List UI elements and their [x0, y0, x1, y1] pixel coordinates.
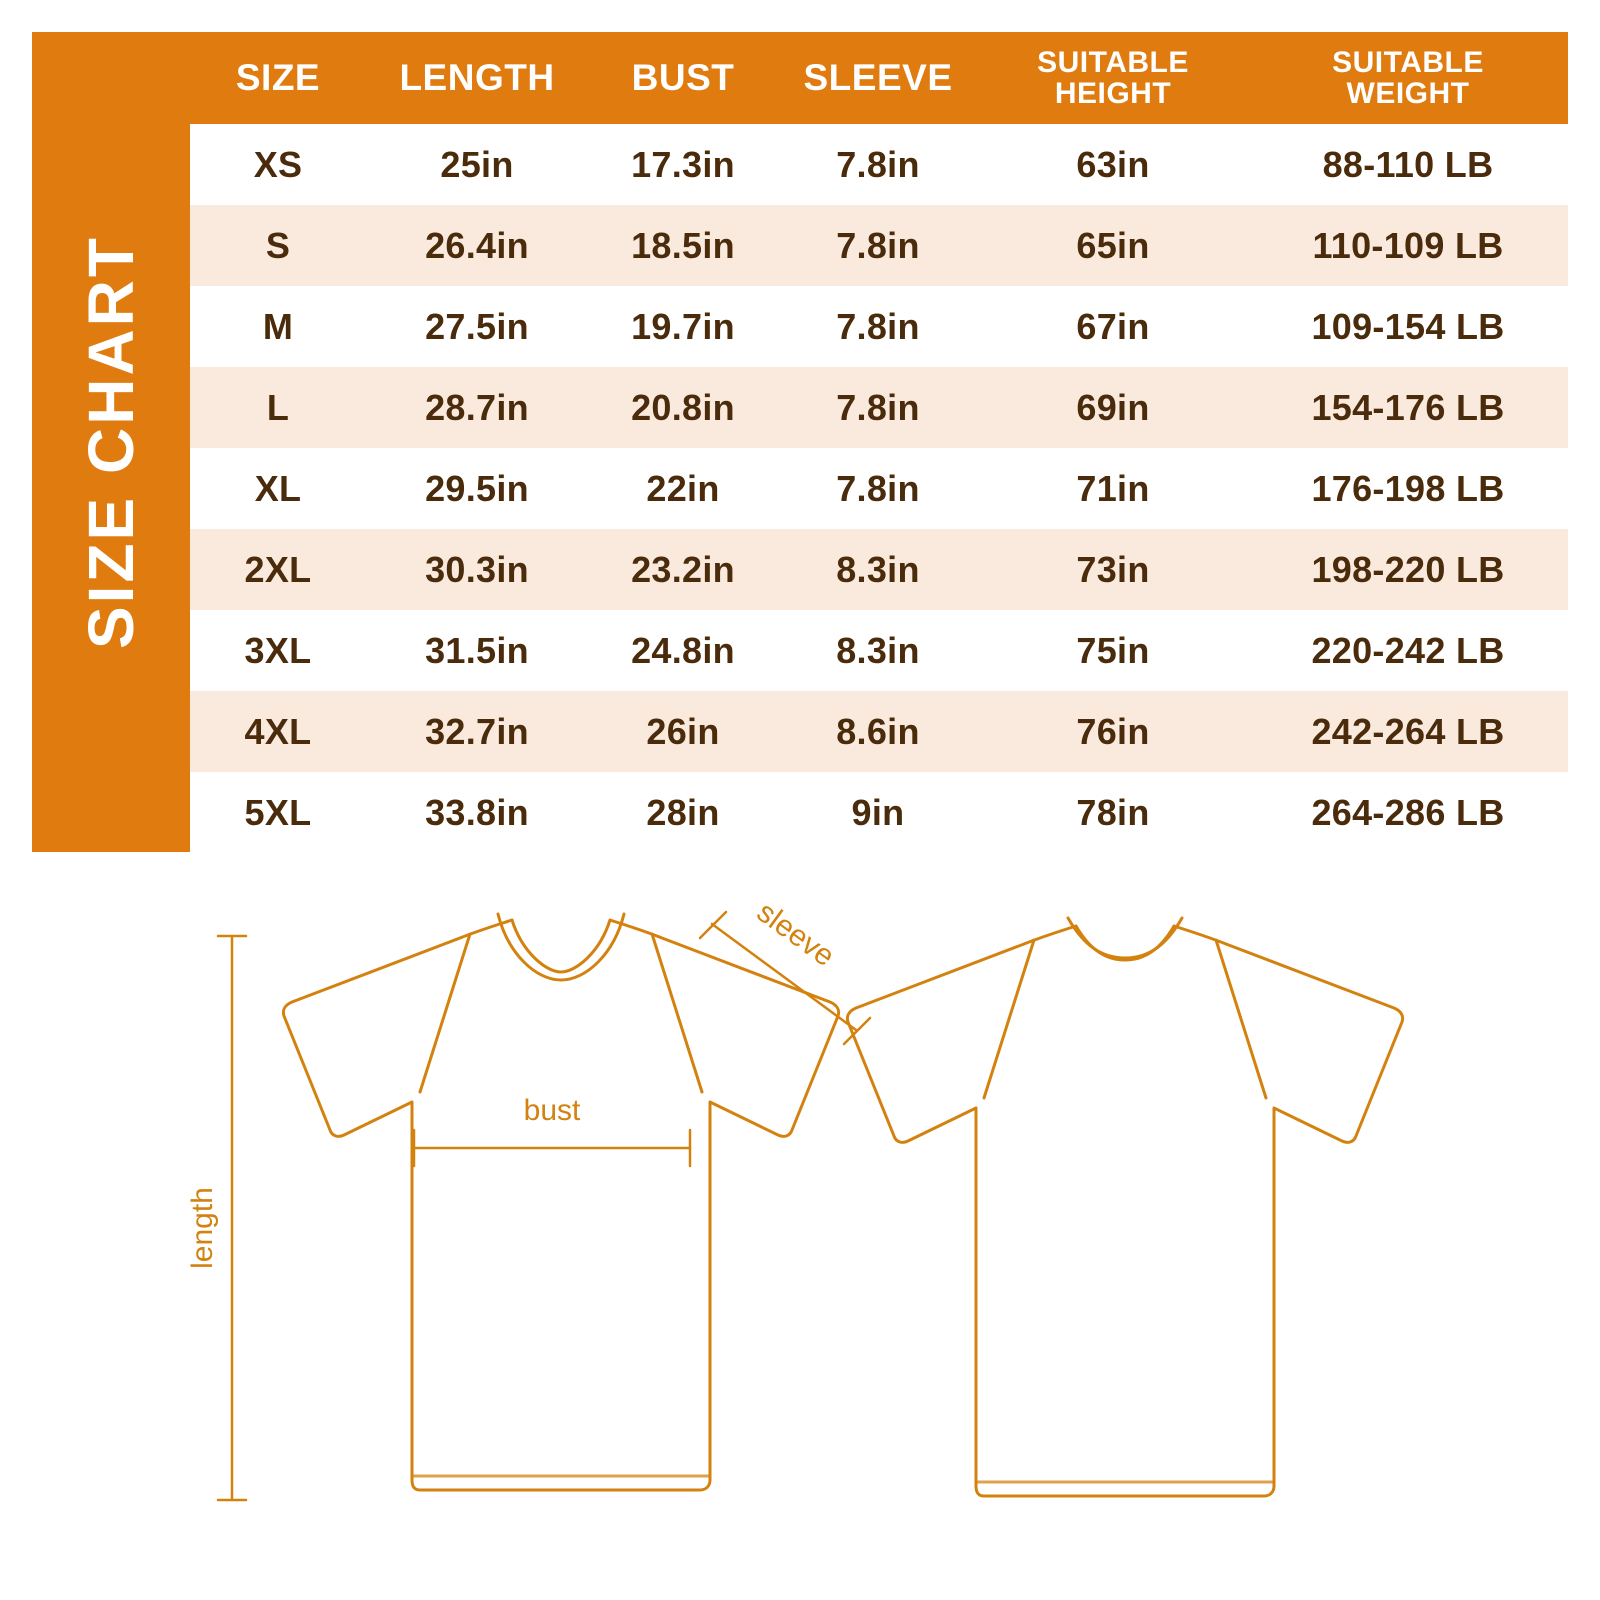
table-row — [190, 286, 1568, 367]
page-title: SIZE CHART — [75, 235, 147, 649]
cell-length: 30.3in — [425, 548, 529, 590]
cell-size: 3XL — [244, 629, 312, 671]
size-table-head — [190, 32, 1568, 124]
cell-suitable-weight: 220-242 LB — [1311, 629, 1505, 671]
cell-bust: 28in — [646, 791, 720, 833]
bust-label: bust — [523, 1094, 581, 1127]
cell-sleeve: 7.8in — [836, 224, 920, 266]
cell-suitable-weight: 198-220 LB — [1311, 548, 1505, 590]
cell-suitable-height: 63in — [1076, 143, 1150, 185]
bust-dimension — [414, 1130, 690, 1166]
cell-sleeve: 7.8in — [836, 305, 920, 347]
column-header-sleeve: SLEEVE — [803, 56, 953, 98]
cell-size: L — [266, 386, 290, 428]
cell-length: 27.5in — [425, 305, 529, 347]
column-header-suitable-height — [978, 32, 1248, 124]
column-header-suitable-weight-line2: WEIGHT — [1346, 77, 1470, 110]
sleeve-label: sleeve — [750, 895, 841, 974]
cell-suitable-weight: 109-154 LB — [1311, 305, 1505, 347]
size-table — [190, 32, 1568, 853]
table-row — [190, 124, 1568, 205]
cell-bust: 19.7in — [631, 305, 735, 347]
cell-size: S — [265, 224, 291, 266]
cell-size: XL — [254, 467, 302, 509]
tshirt-diagram — [0, 880, 1600, 1580]
cell-length: 29.5in — [425, 467, 529, 509]
cell-size: 5XL — [244, 791, 312, 833]
cell-bust: 17.3in — [631, 143, 735, 185]
cell-suitable-weight: 154-176 LB — [1311, 386, 1505, 428]
column-header-suitable-height-line1: SUITABLE — [1037, 45, 1189, 79]
cell-length: 26.4in — [425, 224, 529, 266]
column-header-suitable-weight — [1248, 32, 1568, 124]
cell-sleeve: 7.8in — [836, 467, 920, 509]
table-row — [190, 448, 1568, 529]
cell-bust: 26in — [646, 710, 720, 752]
cell-suitable-height: 65in — [1076, 224, 1150, 266]
tshirt-diagram-svg — [0, 880, 1600, 1580]
cell-suitable-height: 69in — [1076, 386, 1150, 428]
cell-bust: 24.8in — [631, 629, 735, 671]
size-table-body — [190, 124, 1568, 853]
cell-bust: 23.2in — [631, 548, 735, 590]
cell-suitable-weight: 264-286 LB — [1311, 791, 1505, 833]
cell-suitable-height: 67in — [1076, 305, 1150, 347]
cell-length: 33.8in — [425, 791, 529, 833]
cell-size: XS — [253, 143, 303, 185]
column-header-size: SIZE — [235, 56, 321, 98]
length-dimension — [218, 936, 246, 1500]
cell-sleeve: 8.3in — [836, 548, 920, 590]
cell-length: 28.7in — [425, 386, 529, 428]
column-header-suitable-weight-line1: SUITABLE — [1332, 45, 1484, 79]
table-row — [190, 367, 1568, 448]
tshirt-front-outline — [283, 914, 838, 1490]
cell-size: 4XL — [244, 710, 312, 752]
cell-length: 32.7in — [425, 710, 529, 752]
cell-size: M — [262, 305, 294, 347]
table-row — [190, 205, 1568, 286]
cell-suitable-height: 73in — [1076, 548, 1150, 590]
size-chart-block — [32, 32, 1568, 852]
cell-suitable-height: 71in — [1076, 467, 1150, 509]
size-table-header-row — [190, 32, 1568, 124]
size-chart-side-band — [32, 32, 190, 852]
cell-suitable-weight: 176-198 LB — [1311, 467, 1505, 509]
tshirt-back-outline — [847, 918, 1402, 1496]
cell-bust: 18.5in — [631, 224, 735, 266]
column-header-suitable-height-line2: HEIGHT — [1054, 77, 1172, 110]
cell-size: 2XL — [244, 548, 312, 590]
column-header-bust: BUST — [631, 56, 735, 98]
length-label: length — [186, 1187, 219, 1269]
cell-bust: 22in — [646, 467, 720, 509]
cell-length: 31.5in — [425, 629, 529, 671]
cell-suitable-height: 75in — [1076, 629, 1150, 671]
cell-suitable-weight: 242-264 LB — [1311, 710, 1505, 752]
cell-sleeve: 9in — [851, 791, 905, 833]
table-row — [190, 772, 1568, 853]
cell-suitable-height: 78in — [1076, 791, 1150, 833]
table-row — [190, 691, 1568, 772]
cell-bust: 20.8in — [631, 386, 735, 428]
cell-suitable-weight: 110-109 LB — [1312, 224, 1504, 266]
size-table-wrapper — [190, 32, 1568, 852]
cell-length: 25in — [440, 143, 514, 185]
cell-suitable-weight: 88-110 LB — [1322, 143, 1494, 185]
table-row — [190, 610, 1568, 691]
column-header-length: LENGTH — [399, 56, 555, 98]
cell-sleeve: 7.8in — [836, 143, 920, 185]
cell-sleeve: 8.3in — [836, 629, 920, 671]
table-row — [190, 529, 1568, 610]
cell-suitable-height: 76in — [1076, 710, 1150, 752]
cell-sleeve: 7.8in — [836, 386, 920, 428]
cell-sleeve: 8.6in — [836, 710, 920, 752]
